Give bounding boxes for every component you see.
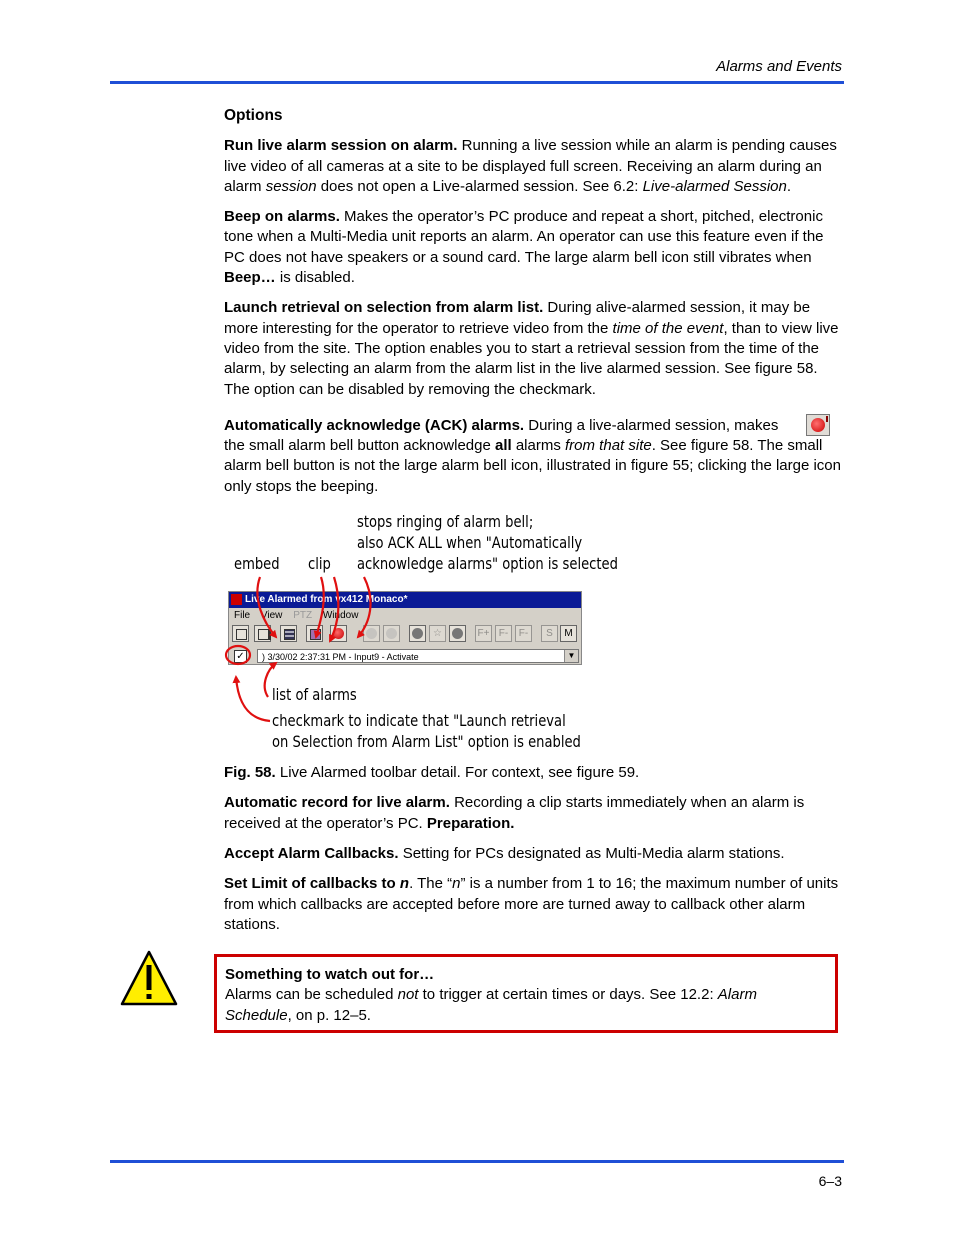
beep-text: Makes the operator’s PC produce and repeat a short, pitched, electronic tone when a Multi-Media unit reports an alarm. An operator can use this feature even if the PC does not have speakers or a sound card. The large alarm bell icon still vibrates when [224, 208, 824, 266]
menu-view[interactable]: View [260, 610, 283, 622]
page-number: 6–3 [818, 1173, 842, 1189]
auto-ack-em: from that site [565, 437, 652, 455]
caption-label: Fig. 58. [224, 764, 276, 782]
run-live-em-session: session [265, 177, 317, 195]
watch-out-title: Something to watch out for… [225, 966, 435, 983]
auto-record-strong: Preparation. [426, 814, 515, 832]
auto-ack-text: During a live-alarmed session, makes the small alarm bell button acknowledge [224, 416, 779, 455]
launch-retrieval-em: time of the event [612, 319, 724, 337]
s-button-label: S [546, 628, 553, 640]
menu-ptz[interactable]: PTZ [293, 610, 313, 622]
callout-stops-line2: also ACK ALL when "Automatically [357, 533, 583, 553]
watch-out-text: to trigger at certain times or days. See 12.2: [418, 986, 718, 1004]
launch-retrieval-paragraph [224, 298, 844, 399]
alarm-entry: ) 3/30/02 2:37:31 PM - Input9 - Activate [262, 652, 419, 663]
watch-out-em: not [397, 986, 419, 1004]
focus-far-icon: F- [498, 628, 509, 640]
chevron-down-icon[interactable]: ▼ [564, 650, 578, 662]
menu-file[interactable]: File [234, 610, 251, 622]
callout-clip: clip [308, 554, 331, 574]
run-live-text: Running a live session while an alarm is pending causes live video of all cameras at a site to be displayed full screen. Receiving an alarm during an alarm [224, 137, 837, 195]
focus-auto-icon: F- [518, 628, 529, 640]
run-live-text: does not open a Live-alarmed session. See 6.2: [316, 177, 643, 195]
run-live-xref: Live-alarmed Session [642, 177, 787, 195]
auto-ack-text: . See figure 58. The small alarm bell button is not the large alarm bell icon, illustrated in figure 55; clicking the large icon only stops the beeping. [224, 437, 841, 495]
beep-paragraph [224, 207, 844, 288]
watch-out-box [214, 954, 838, 1033]
auto-ack-text: alarms [511, 437, 566, 455]
arrow-clip-2 [330, 577, 338, 641]
figure-58 [224, 507, 844, 757]
callout-embed: embed [234, 554, 280, 574]
watch-out-body [225, 985, 825, 1026]
set-limit-label-n: n [399, 875, 410, 893]
caption-text: Live Alarmed toolbar detail. For context, see figure 59. [275, 764, 640, 782]
watch-out-text: , on p. 12–5. [287, 1006, 371, 1024]
auto-record-text: Recording a clip starts immediately when an alarm is received at the operator’s PC. [224, 794, 805, 832]
main-content [224, 106, 844, 945]
small-alarm-bell-icon [806, 414, 830, 436]
launch-retrieval-text: During alive-alarmed session, it may be more interesting for the operator to retrieve video from the [224, 299, 811, 337]
accept-callbacks-paragraph [224, 844, 844, 864]
set-limit-label: Set Limit of callbacks to [224, 875, 400, 893]
run-live-text: . [786, 177, 792, 195]
launch-retrieval-label: Launch retrieval on selection from alarm list. [224, 299, 544, 317]
launch-retrieval-checkbox[interactable]: ✓ [234, 650, 247, 663]
callout-stops-line3: acknowledge alarms" option is selected [357, 554, 618, 574]
arrow-embed [257, 577, 276, 637]
accept-callbacks-text: Setting for PCs designated as Multi-Media alarm stations. [398, 844, 785, 862]
set-limit-text: . The “ [409, 875, 453, 893]
focus-near-icon: F+ [477, 628, 490, 640]
running-header: Alarms and Events [716, 58, 842, 75]
set-limit-text: ” is a number from 1 to 16; the maximum number of units from which callbacks are accepted before more are turned away to callback other alarm stations. [224, 875, 839, 933]
options-heading: Options [224, 107, 283, 124]
set-limit-paragraph [224, 874, 844, 935]
run-live-label: Run live alarm session on alarm. [224, 137, 458, 155]
header-rule [110, 81, 844, 84]
arrow-clip [316, 577, 324, 637]
checkbox-highlight-circle [226, 646, 250, 664]
set-limit-em: n [452, 875, 461, 893]
beep-strong: Beep… [224, 269, 276, 287]
auto-ack-label: Automatically acknowledge (ACK) alarms. [224, 416, 525, 434]
window-title: Live Alarmed from vx412 Monaco* [245, 594, 408, 606]
callout-list: list of alarms [272, 685, 357, 705]
accept-callbacks-label: Accept Alarm Callbacks. [224, 844, 399, 862]
auto-ack-strong: all [494, 437, 512, 455]
auto-ack-paragraph [224, 416, 844, 497]
auto-record-label: Automatic record for live alarm. [224, 794, 450, 812]
launch-retrieval-text: , than to view live video from the site. The option enables you to start a retrieval session from the time of the alarm, by selecting an alarm from the alarm list in the live alarmed session. See figure 58. The option can be disabled by removing the checkmark. [224, 319, 839, 398]
auto-record-paragraph [224, 793, 844, 834]
watch-out-text: Alarms can be scheduled [225, 986, 398, 1004]
callout-checkmark-line1: checkmark to indicate that "Launch retrieval [272, 711, 566, 731]
run-live-paragraph [224, 136, 844, 197]
footer-rule [110, 1160, 844, 1163]
callout-stops-line1: stops ringing of alarm bell; [357, 512, 534, 532]
star-icon: ☆ [433, 628, 442, 640]
beep-label: Beep on alarms. [224, 208, 340, 226]
watch-out-xref: Alarm Schedule [225, 986, 757, 1024]
callout-checkmark-line2: on Selection from Alarm List" option is enabled [272, 732, 581, 752]
warning-icon [120, 950, 178, 1006]
figure-caption [224, 763, 844, 783]
beep-text: is disabled. [275, 269, 355, 287]
menu-window[interactable]: Window [322, 610, 359, 622]
m-button-label: M [564, 628, 573, 640]
arrow-bell [358, 577, 371, 637]
